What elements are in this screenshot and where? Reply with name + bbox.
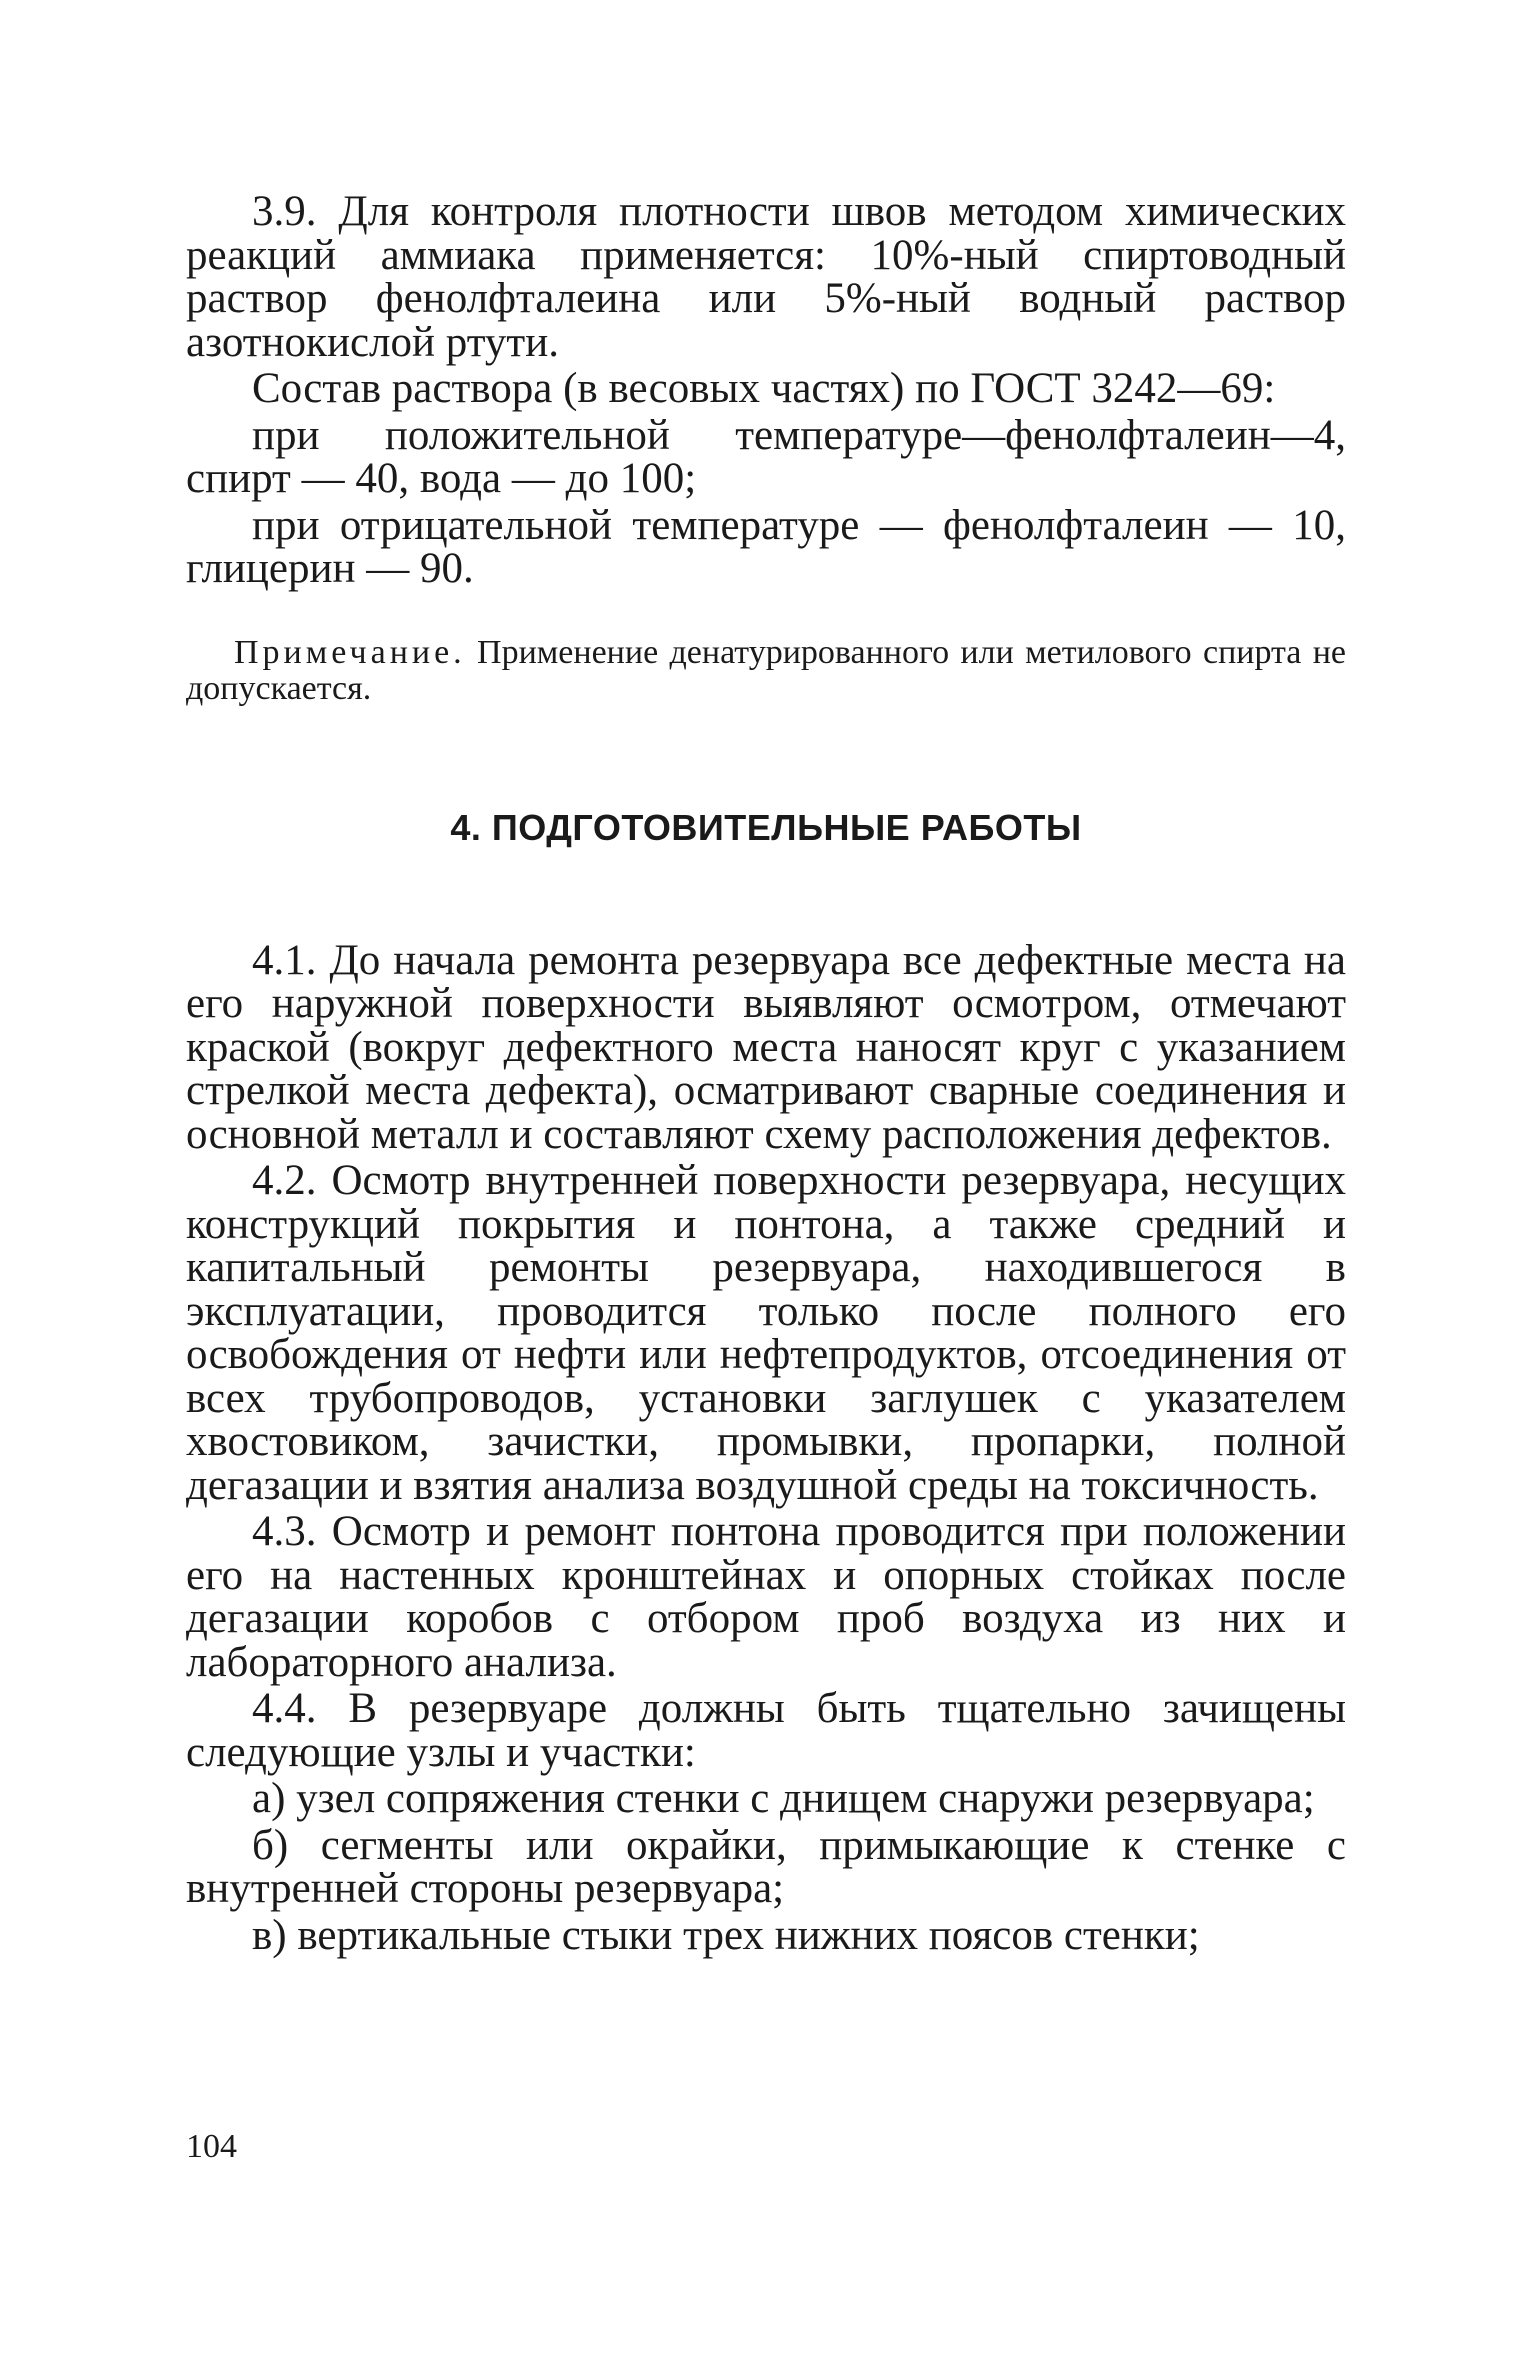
paragraph-composition: Состав раствора (в весовых частях) по ГОСТ 3242—69: — [252, 365, 1276, 412]
paragraph-4-3: 4.3. Осмотр и ремонт понтона проводится при положении его на настенных кронштейнах и опорных стойках после дегазации коробов с отбором проб воздуха из них и лабораторного анализа. — [186, 1508, 1346, 1686]
paragraph-3-9: 3.9. Для контроля плотности швов методом химических реакций аммиака применяется: 10%-ный спиртоводный раствор фенолфталеина или 5%-ный водный раствор азотнокислой ртути. — [186, 188, 1346, 366]
paragraph-positive-temperature: при положительной температуре—фенолфталеин—4, спирт — 40, вода — до 100; — [186, 411, 1346, 502]
paragraph-4-4: 4.4. В резервуаре должны быть тщательно зачищены следующие узлы и участки: — [186, 1685, 1346, 1776]
paragraph-negative-temperature: при отрицательной температуре — фенолфталеин — 10, глицерин — 90. — [186, 501, 1346, 592]
section-heading: 4. ПОДГОТОВИТЕЛЬНЫЕ РАБОТЫ — [450, 806, 1082, 848]
note-label: Примечание. — [234, 633, 466, 671]
list-item-a: а) узел сопряжения стенки с днищем снаружи резервуара; — [252, 1775, 1315, 1822]
paragraph-4-1: 4.1. До начала ремонта резервуара все дефектные места на его наружной поверхности выявляют осмотром, отмечают краской (вокруг дефектного места наносят круг с указанием стрелкой места дефекта), осматривают сварные соединения и основной металл и составляют схему расположения дефектов. — [186, 936, 1346, 1158]
note — [186, 635, 1346, 707]
list-item-v: в) вертикальные стыки трех нижних поясов стенки; — [252, 1911, 1200, 1959]
note-text: Применение денатурированного или метилового спирта не допускается. — [186, 633, 1346, 707]
page-number: 104 — [186, 2128, 237, 2165]
page-content — [186, 190, 1346, 1960]
paragraph-4-2: 4.2. Осмотр внутренней поверхности резервуара, несущих конструкций покрытия и понтона, а также средний и капитальный ремонты резервуара, находившегося в эксплуатации, проводится только после полного его освобождения от нефти или нефтепродуктов, отсоединения от всех трубопроводов, установки заглушек с указателем хвостовиком, зачистки, промывки, пропарки, полной дегазации и взятия анализа воздушной среды на токсичность. — [186, 1157, 1346, 1509]
list-item-b: б) сегменты или окрайки, примыкающие к стенке с внутренней стороны резервуара; — [186, 1821, 1346, 1912]
